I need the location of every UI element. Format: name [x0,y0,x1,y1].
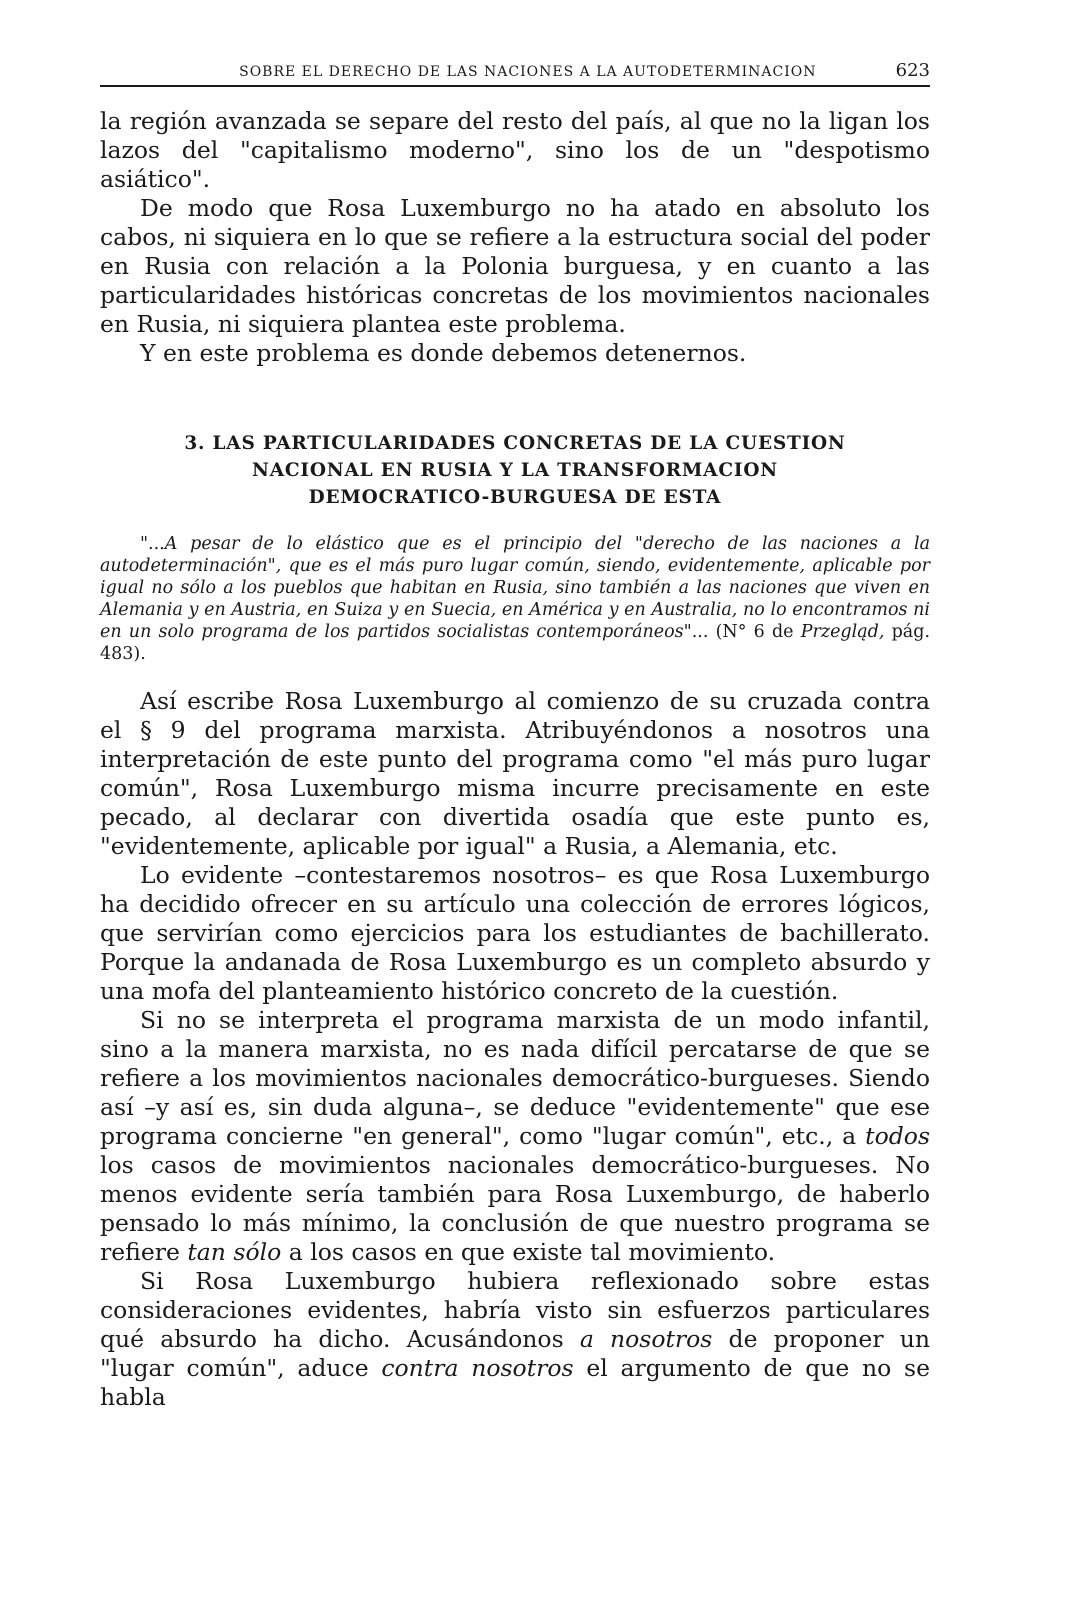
section-heading-line: NACIONAL EN RUSIA Y LA TRANSFORMACION [252,460,778,481]
quote-reference-source: Przegląd, [800,622,885,642]
section-heading-line: 3. LAS PARTICULARIDADES CONCRETAS DE LA CUESTION [184,433,846,454]
page-number: 623 [895,60,930,81]
paragraph-text: el argumento de que no se habla [100,1354,931,1411]
emphasis-text: a nosotros [579,1325,713,1353]
paragraph: De modo que Rosa Luxemburgo no ha atado en absoluto los cabos, ni siquiera en lo que se refiere a la estructura social del poder en Rusia con relación a la Polonia burguesa, y en cuanto a las particularidades históricas concretas de los movimientos nacionales en Rusia, ni siquiera plantea este problema. [100,194,930,338]
paragraph: Lo evidente –contestaremos nosotros– es que Rosa Luxemburgo ha decidido ofrecer en su artículo una colección de errores lógicos, que servirían como ejercicios para los estudiantes de bachillerato. Porque la andanada de Rosa Luxemburgo es un completo absurdo y una mofa del planteamiento histórico concreto de la cuestión. [100,861,930,1005]
quote-text: "...A pesar de lo elástico que es el principio del "derecho de las naciones a la autodeterminación", que es el más puro lugar común, siendo, evidentemente, aplicable por igual no sólo a los pueblos que habitan en Rusia, sino también a las naciones que viven en Alemania y en Austria, en Suiza y en Suecia, en América y en Australia, no lo encontramos ni en un solo programa de los partidos socialistas contemporáneos"... [100,534,930,642]
section-heading [120,430,910,511]
paragraph-text: a los casos en que existe tal movimiento. [281,1238,776,1266]
paragraph-continuation: la región avanzada se separe del resto del país, al que no la ligan los lazos del "capitalismo moderno", sino los de un "despotismo asiático". [100,107,930,193]
paragraph: Así escribe Rosa Luxemburgo al comienzo de su cruzada contra el § 9 del programa marxista. Atribuyéndonos a nosotros una interpretación de este punto del programa como "el más puro lugar común", Rosa Luxemburgo misma incurre precisamente en este pecado, al declarar con divertida osadía que este punto es, "evidentemente, aplicable por igual" a Rusia, a Alemania, etc. [100,687,930,860]
paragraph-text: Si no se interpreta el programa marxista de un modo infantil, sino a la manera marxista, no es nada difícil percatarse de que se refiere a los movimientos nacionales democrático-burgueses. Siendo así –y así es, sin duda alguna–, se deduce "evidentemente" que ese programa concierne "en general", como "lugar común", etc., a [100,1006,930,1150]
quote-reference-suffix: pág. 483). [100,622,931,664]
paragraph-text: de proponer un "lugar común", aduce [100,1325,930,1382]
book-page [100,60,930,1412]
paragraph: Y en este problema es donde debemos detenernos. [140,339,747,367]
emphasis-text: tan sólo [187,1238,282,1266]
paragraph-text: Si Rosa Luxemburgo hubiera reflexionado sobre estas consideraciones evidentes, habría visto sin esfuerzos particulares qué absurdo ha dicho. Acusándonos [100,1267,930,1353]
running-header-title: SOBRE EL DERECHO DE LAS NACIONES A LA AUTODETERMINACION [239,64,817,80]
emphasis-text: contra nosotros [381,1354,574,1382]
paragraph-text: los casos de movimientos nacionales democrático-burgueses. No menos evidente sería también para Rosa Luxemburgo, de haberlo pensado lo más mínimo, la conclusión de que nuestro programa se refiere [100,1151,930,1266]
paragraph [100,1267,930,1412]
paragraph [100,1006,930,1267]
section-heading-line: DEMOCRATICO-BURGUESA DE ESTA [308,487,722,508]
block-quote [100,533,930,665]
quote-reference-prefix: (N° 6 de [708,622,801,642]
running-header [100,60,930,87]
emphasis-text: todos [865,1122,930,1150]
